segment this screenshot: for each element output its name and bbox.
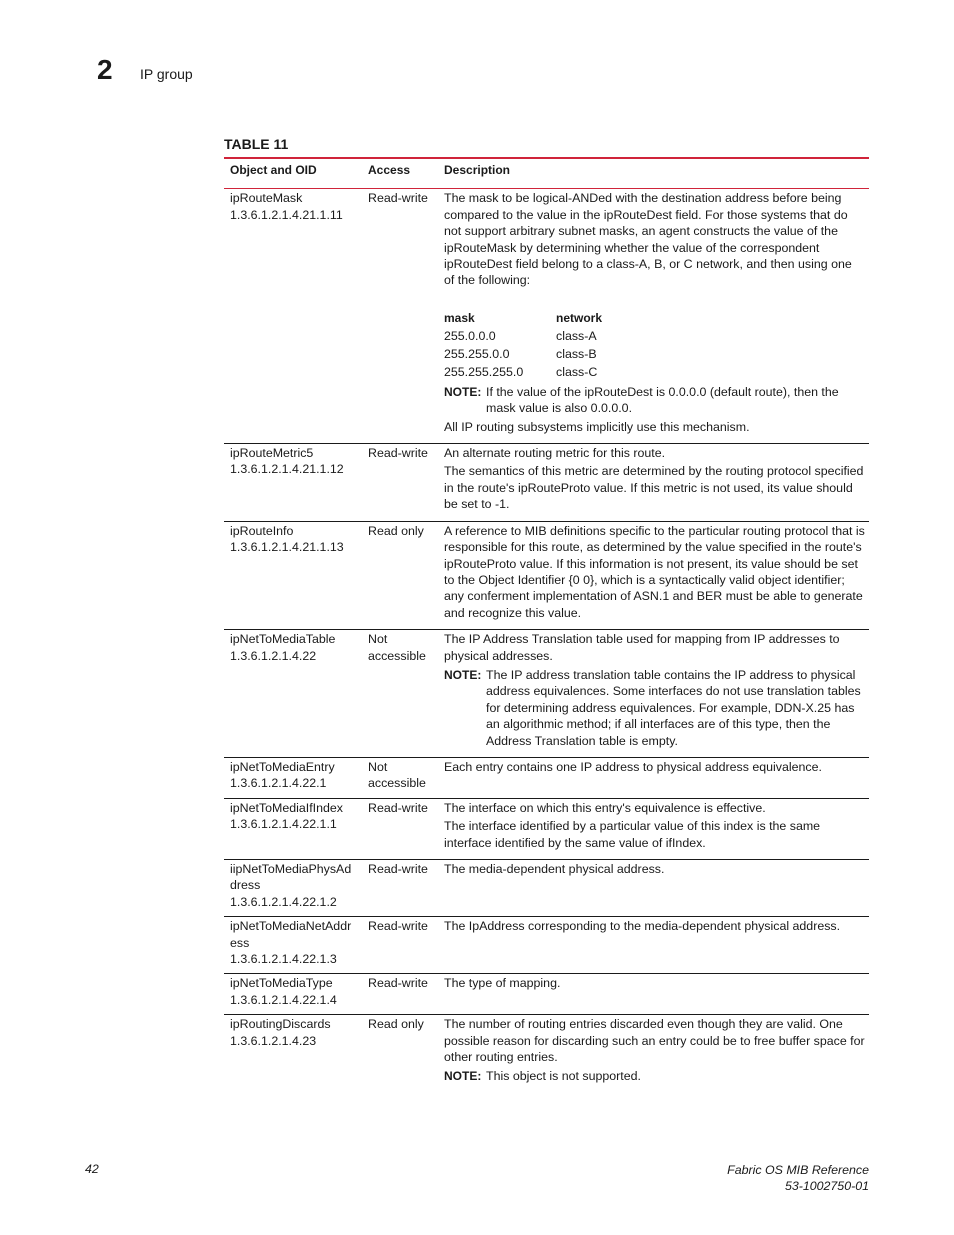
object-oid-line: 1.3.6.1.2.1.4.23 bbox=[230, 1033, 317, 1048]
description-cell bbox=[438, 917, 869, 973]
object-oid-cell bbox=[224, 860, 362, 916]
mask-table-row bbox=[444, 345, 602, 363]
object-oid-line: ipRouteMask bbox=[230, 191, 303, 206]
access-cell: Read-write bbox=[368, 919, 428, 934]
access-cell: Read-write bbox=[368, 862, 428, 876]
note-block bbox=[444, 384, 865, 417]
description-cell bbox=[438, 1015, 869, 1093]
object-oid-line: iipNetToMediaPhysAd bbox=[230, 862, 352, 876]
access-cell: Not accessible bbox=[368, 632, 426, 663]
object-oid-line: 1.3.6.1.2.1.4.21.1.12 bbox=[230, 462, 344, 477]
access-cell: Read-write bbox=[368, 800, 428, 815]
table-row bbox=[224, 444, 869, 522]
description-paragraph: The number of routing entries discarded even though they are valid. One possible reason for discarding such an entry could be to free buffer space for other routing entries. bbox=[444, 1017, 865, 1065]
note-label: NOTE: bbox=[444, 384, 482, 399]
mask-table-row bbox=[444, 363, 602, 381]
mask-table-row bbox=[444, 327, 602, 345]
object-oid-line: ipNetToMediaEntry bbox=[230, 759, 335, 774]
chapter-number: 2 bbox=[97, 54, 113, 85]
note-text: This object is not supported. bbox=[486, 1069, 641, 1084]
object-oid-line: 1.3.6.1.2.1.4.21.1.11 bbox=[230, 207, 343, 222]
mask-table-header: network bbox=[556, 310, 603, 325]
access-cell: Read-write bbox=[368, 446, 428, 461]
object-oid-line: ipNetToMediaNetAddr bbox=[230, 919, 352, 934]
object-oid-cell bbox=[224, 630, 362, 757]
object-oid-line: 1.3.6.1.2.1.4.22 bbox=[230, 648, 317, 663]
mask-table-cell: 255.0.0.0 bbox=[444, 328, 496, 343]
object-oid-line: 1.3.6.1.2.1.4.22.1.2 bbox=[230, 894, 337, 909]
table-row bbox=[224, 1015, 869, 1093]
footer-doc-number: 53-1002750-01 bbox=[784, 1179, 869, 1193]
object-oid-line: ipNetToMediaIfIndex bbox=[230, 800, 343, 815]
mib-object-table bbox=[224, 157, 869, 1093]
footer-doc-title: Fabric OS MIB Reference bbox=[727, 1163, 869, 1177]
description-cell bbox=[438, 974, 869, 1014]
table-row bbox=[224, 189, 869, 444]
object-oid-line: dress bbox=[230, 878, 261, 893]
description-paragraph: The IpAddress corresponding to the media-dependent physical address. bbox=[444, 919, 841, 934]
column-header-description: Description bbox=[444, 163, 511, 177]
object-oid-line: 1.3.6.1.2.1.4.21.1.13 bbox=[230, 540, 344, 555]
table-row bbox=[224, 860, 869, 917]
description-paragraph: The IP Address Translation table used for mapping from IP addresses to physical addresses. bbox=[444, 632, 840, 663]
object-oid-line: 1.3.6.1.2.1.4.22.1 bbox=[230, 776, 327, 791]
description-paragraph: All IP routing subsystems implicitly use this mechanism. bbox=[444, 419, 750, 434]
chapter-title: IP group bbox=[140, 66, 193, 82]
object-oid-cell bbox=[224, 444, 362, 521]
description-paragraph: The interface identified by a particular value of this index is the same interface identified by the same value of ifIndex. bbox=[444, 819, 821, 850]
page-number: 42 bbox=[85, 1162, 99, 1176]
description-paragraph: The media-dependent physical address. bbox=[444, 862, 665, 876]
access-cell: Read only bbox=[368, 1017, 424, 1032]
description-paragraph: The type of mapping. bbox=[444, 976, 561, 991]
description-cell bbox=[438, 799, 869, 859]
object-oid-cell bbox=[224, 758, 362, 798]
description-cell bbox=[438, 522, 869, 629]
access-cell: Read-write bbox=[368, 976, 428, 991]
note-text: If the value of the ipRouteDest is 0.0.0.0 (default route), then the mask value is also 0.0.0.0. bbox=[486, 384, 839, 416]
mask-table-cell: class-C bbox=[556, 364, 598, 379]
footer-doc-info bbox=[727, 1162, 869, 1194]
mask-table-cell: 255.255.0.0 bbox=[444, 346, 510, 361]
table-header-row bbox=[224, 159, 869, 189]
table-row bbox=[224, 758, 869, 799]
note-block bbox=[444, 667, 865, 749]
object-oid-line: ess bbox=[230, 935, 250, 950]
description-paragraph: The interface on which this entry's equivalence is effective. bbox=[444, 800, 766, 815]
note-label: NOTE: bbox=[444, 1069, 482, 1084]
object-oid-line: ipRouteInfo bbox=[230, 523, 294, 538]
description-cell bbox=[438, 860, 869, 916]
object-oid-cell bbox=[224, 522, 362, 629]
table-body bbox=[224, 189, 869, 1092]
mask-table-header: mask bbox=[444, 310, 475, 325]
description-cell bbox=[438, 444, 869, 521]
table-row bbox=[224, 917, 869, 974]
description-paragraph: The mask to be logical-ANDed with the destination address before being compared to the value in the ipRouteDest field. For those systems that do not support arbitrary subnet masks, an agent constructs the value of the ipRouteMask by determining whether the value of the correspondent ipRouteDest field belong to a class-A, B, or C network, and then using one of the following: bbox=[444, 191, 852, 288]
mask-table-cell: 255.255.255.0 bbox=[444, 364, 524, 379]
description-paragraph: The semantics of this metric are determined by the routing protocol specified in the route's ipRouteProto value. If this metric is not used, its value should be set to -1. bbox=[444, 464, 864, 512]
description-paragraph: Each entry contains one IP address to physical address equivalence. bbox=[444, 759, 822, 774]
access-cell: Read only bbox=[368, 523, 424, 538]
description-cell bbox=[438, 630, 869, 757]
table-label: TABLE 11 bbox=[224, 136, 289, 152]
object-oid-line: 1.3.6.1.2.1.4.22.1.1 bbox=[230, 817, 337, 832]
description-paragraph: A reference to MIB definitions specific to the particular routing protocol that is responsible for this route, as determined by the value specified in the route's ipRouteProto value. If this information is not present, its value should be set to the Object Identifier {0 0}, which is a syntactically valid object identifier; any conferment implementation of ASN.1 and BER must be able to generate and recognize this value. bbox=[444, 523, 865, 620]
table-row bbox=[224, 974, 869, 1015]
note-text: The IP address translation table contains the IP address to physical address equivalences. Some interfaces do not use translation tables for determining address equivalences. For example, DDN-X.25 has an algorithmic method; if all interfaces are of this type, then the Address Translation table is empty. bbox=[486, 667, 861, 748]
mask-table-cell: class-A bbox=[556, 328, 597, 343]
object-oid-cell bbox=[224, 189, 362, 443]
object-oid-cell bbox=[224, 917, 362, 973]
table-row bbox=[224, 522, 869, 630]
column-header-access: Access bbox=[368, 163, 411, 177]
mask-network-table bbox=[444, 309, 602, 381]
object-oid-line: ipRoutingDiscards bbox=[230, 1017, 331, 1032]
note-block bbox=[444, 1068, 865, 1084]
object-oid-line: 1.3.6.1.2.1.4.22.1.4 bbox=[230, 992, 337, 1007]
object-oid-cell bbox=[224, 974, 362, 1014]
access-cell: Not accessible bbox=[368, 759, 426, 791]
description-paragraph: An alternate routing metric for this route. bbox=[444, 446, 666, 461]
access-cell: Read-write bbox=[368, 191, 428, 206]
table-row bbox=[224, 630, 869, 758]
object-oid-line: ipNetToMediaTable bbox=[230, 632, 336, 647]
object-oid-line: 1.3.6.1.2.1.4.22.1.3 bbox=[230, 952, 337, 967]
description-cell bbox=[438, 758, 869, 798]
object-oid-cell bbox=[224, 1015, 362, 1093]
object-oid-line: ipRouteMetric5 bbox=[230, 446, 314, 461]
object-oid-cell bbox=[224, 799, 362, 859]
column-header-object: Object and OID bbox=[230, 163, 317, 177]
table-row bbox=[224, 799, 869, 860]
note-label: NOTE: bbox=[444, 667, 482, 682]
description-cell bbox=[438, 189, 869, 443]
object-oid-line: ipNetToMediaType bbox=[230, 976, 333, 991]
mask-table-cell: class-B bbox=[556, 346, 597, 361]
